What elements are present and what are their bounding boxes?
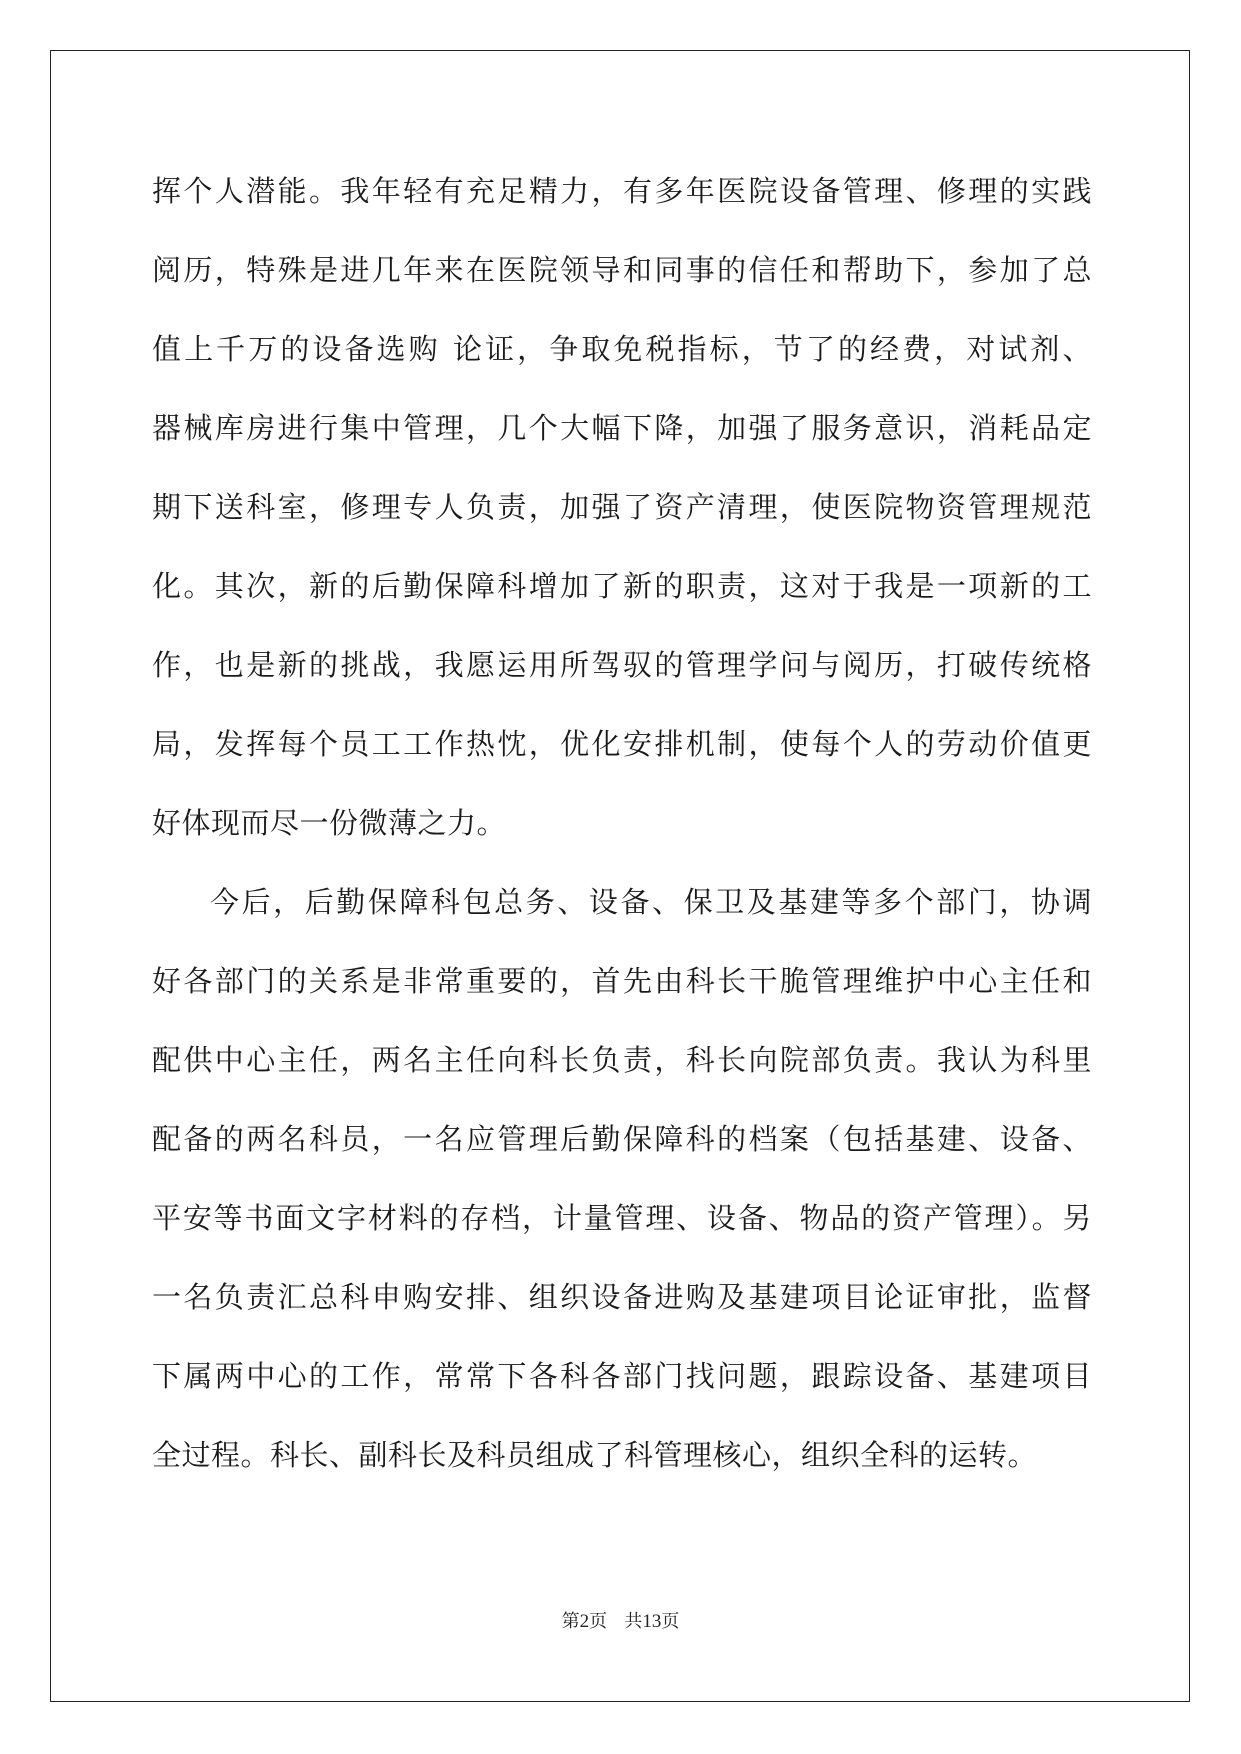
footer-mid: 页 共 xyxy=(589,1611,643,1632)
footer-prefix: 第 xyxy=(561,1611,580,1632)
paragraph-2-line-3: 配供中心主任，两名主任向科长负责，科长向院部负责。我认为科里 xyxy=(152,1043,1092,1077)
paragraph-2-line-2: 好各部门的关系是非常重要的，首先由科长干脆管理维护中心主任和 xyxy=(152,964,1092,998)
paragraph-1-line-3: 值上千万的设备选购 论证，争取免税指标，节了的经费，对试剂、 xyxy=(152,332,1092,366)
paragraph-2-line-5: 平安等书面文字材料的存档，计量管理、设备、物品的资产管理）。另 xyxy=(152,1201,1092,1235)
footer-page-number: 2 xyxy=(579,1611,590,1632)
paragraph-2-line-1: 今后，后勤保障科包总务、设备、保卫及基建等多个部门，协调 xyxy=(210,885,1092,919)
footer-suffix: 页 xyxy=(661,1611,680,1632)
paragraph-2-line-4: 配备的两名科员，一名应管理后勤保障科的档案（包括基建、设备、 xyxy=(152,1122,1092,1156)
paragraph-2-line-6: 一名负责汇总科申购安排、组织设备进购及基建项目论证审批，监督 xyxy=(152,1280,1092,1314)
paragraph-1-line-5: 期下送科室，修理专人负责，加强了资产清理，使医院物资管理规范 xyxy=(152,490,1092,524)
paragraph-1-line-4: 器械库房进行集中管理，几个大幅下降，加强了服务意识，消耗品定 xyxy=(152,411,1092,445)
paragraph-1-line-8: 局，发挥每个员工工作热忱，优化安排机制，使每个人的劳动价值更 xyxy=(152,727,1092,761)
paragraph-2-line-7: 下属两中心的工作，常常下各科各部门找问题，跟踪设备、基建项目 xyxy=(152,1359,1092,1393)
document-body xyxy=(152,152,1092,1495)
paragraph-1-line-2: 阅历，特殊是进几年来在医院领导和同事的信任和帮助下，参加了总 xyxy=(152,253,1092,287)
paragraph-1-line-7: 作，也是新的挑战，我愿运用所驾驭的管理学问与阅历，打破传统格 xyxy=(152,648,1092,682)
paragraph-1-line-1: 挥个人潜能。我年轻有充足精力，有多年医院设备管理、修理的实践 xyxy=(152,174,1092,208)
paragraph-2-line-8: 全过程。科长、副科长及科员组成了科管理核心，组织全科的运转。 xyxy=(152,1438,1038,1472)
paragraph-1-line-9: 好体现而尽一份微薄之力。 xyxy=(152,806,507,840)
footer-total-pages: 13 xyxy=(642,1611,662,1632)
page-footer xyxy=(0,1607,1241,1633)
paragraph-1-line-6: 化。其次，新的后勤保障科增加了新的职责，这对于我是一项新的工 xyxy=(152,569,1092,603)
